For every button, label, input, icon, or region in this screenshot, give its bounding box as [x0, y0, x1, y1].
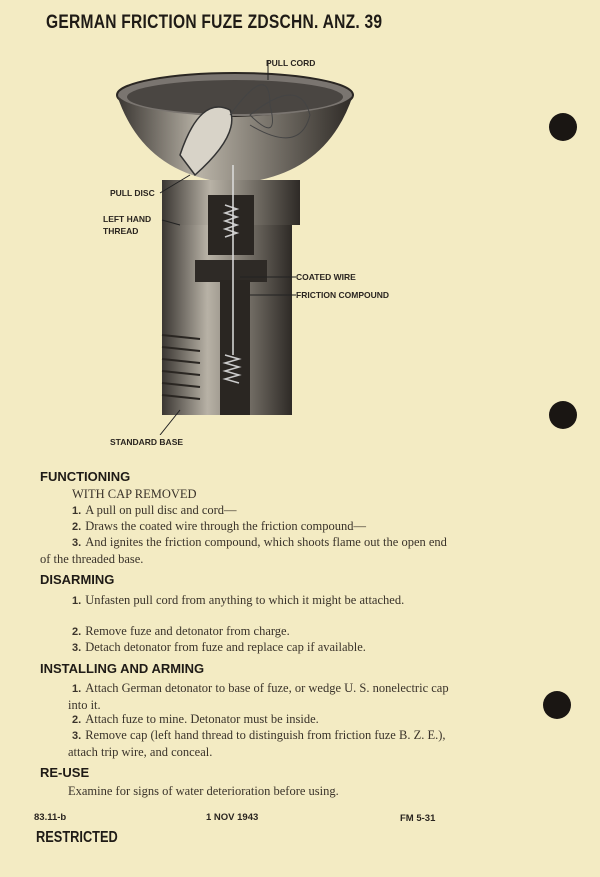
heading-re-use: RE-USE [40, 765, 90, 780]
list-item [68, 680, 458, 713]
re-use-text: Examine for signs of water deterioration before using. [68, 784, 339, 798]
item-text: Draws the coated wire through the friction compound— [85, 519, 367, 533]
label-coated-wire: COATED WIRE [296, 272, 356, 282]
item-text: And ignites the friction compound, which shoots flame out the open end of the threaded base. [40, 535, 447, 566]
item-number: 2. [72, 626, 82, 638]
list-item [72, 502, 237, 519]
item-text: Detach detonator from fuze and replace cap if available. [85, 640, 366, 654]
label-friction-compound: FRICTION COMPOUND [296, 290, 390, 300]
item-number: 1. [72, 683, 82, 695]
item-number: 3. [72, 730, 82, 742]
label-pull-disc: PULL DISC [110, 188, 155, 198]
list-item [72, 711, 319, 728]
footer-date: 1 NOV 1943 [206, 812, 259, 823]
list-item [40, 534, 455, 567]
item-number: 1. [72, 505, 82, 517]
fuze-illustration [100, 55, 360, 435]
subheading-cap-removed: WITH CAP REMOVED [72, 487, 197, 501]
list-item [40, 592, 458, 609]
list-item [72, 623, 290, 640]
page-title: GERMAN FRICTION FUZE ZDSCHN. ANZ. 39 [46, 12, 383, 33]
restricted-stamp: RESTRICTED [36, 829, 118, 846]
binder-hole [543, 691, 571, 719]
item-text: A pull on pull disc and cord— [85, 503, 237, 517]
heading-disarming: DISARMING [40, 572, 115, 587]
footer-section-number: 83.11-b [34, 812, 67, 823]
item-number: 2. [72, 521, 82, 533]
item-text: Attach fuze to mine. Detonator must be inside. [85, 712, 319, 726]
item-number: 2. [72, 714, 82, 726]
list-item [72, 518, 366, 535]
label-left-hand-thread [103, 213, 151, 237]
list-item [72, 639, 366, 656]
heading-installing-arming: INSTALLING AND ARMING [40, 661, 205, 676]
binder-hole [549, 401, 577, 429]
item-text: Attach German detonator to base of fuze, or wedge U. S. nonelectric cap into it. [68, 681, 449, 712]
list-item [68, 727, 460, 760]
heading-functioning: FUNCTIONING [40, 469, 131, 484]
label-standard-base: STANDARD BASE [110, 437, 184, 447]
item-text: Unfasten pull cord from anything to which it might be attached. [85, 593, 405, 607]
label-left-hand-thread-line2: THREAD [103, 226, 139, 236]
footer-manual-number: FM 5-31 [400, 813, 436, 824]
label-left-hand-thread-line1: LEFT HAND [103, 214, 152, 224]
item-text: Remove cap (left hand thread to distinguish from friction fuze B. Z. E.), attach trip wire, and conceal. [68, 728, 446, 759]
item-number: 1. [72, 595, 82, 607]
label-pull-cord: PULL CORD [266, 58, 316, 68]
binder-hole [549, 113, 577, 141]
item-number: 3. [72, 642, 82, 654]
item-text: Remove fuze and detonator from charge. [85, 624, 290, 638]
item-number: 3. [72, 537, 82, 549]
